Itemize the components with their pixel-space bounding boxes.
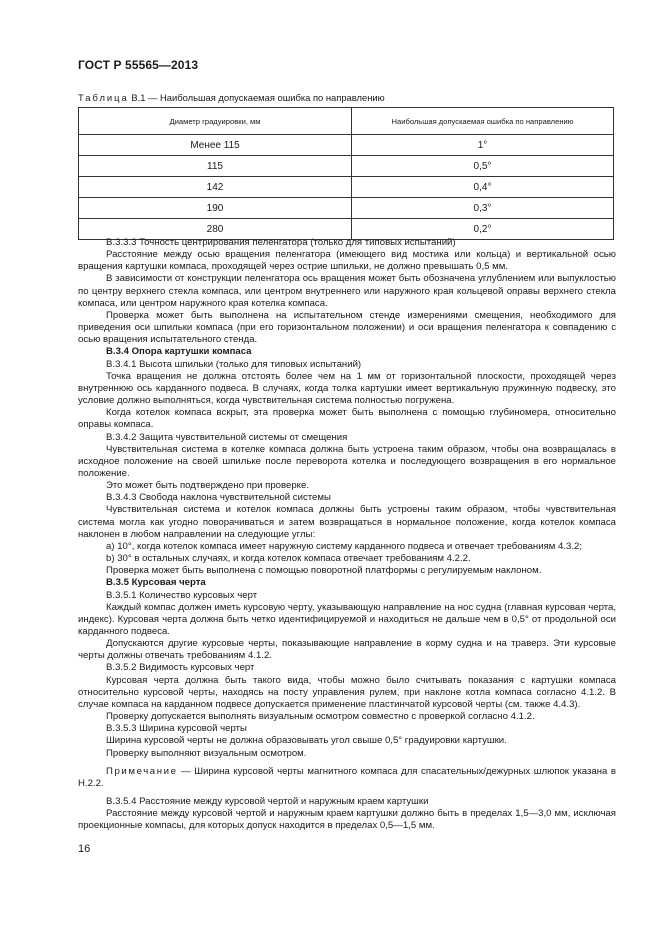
- section-heading: В.3.4.3 Свобода наклона чувствительной системы: [106, 492, 331, 504]
- table-header-row: [79, 108, 614, 135]
- paragraph: Проверка может быть выполнена на испытательном стенде измерениями смещения, необходимого для приведения оси шпильки компаса (при его горизонтальном положении) и оси вращения пеленгатора к совпадению с осью вращения испытательного стенда.: [78, 309, 616, 346]
- section-heading: В.3.5 Курсовая черта: [106, 577, 206, 589]
- table-row: [79, 177, 614, 198]
- error-table: [78, 107, 614, 240]
- paragraph: Когда котелок компаса вскрыт, эта проверка может быть выполнена с помощью глубиномера, относительно оправы компаса.: [78, 407, 616, 431]
- table-cell-error: 0,3°: [352, 198, 614, 219]
- table-row: [79, 156, 614, 177]
- table-cell-error: 0,5°: [352, 156, 614, 177]
- paragraph: Расстояние между курсовой чертой и наружным краем картушки должно быть в пределах 1,5—3,0 мм, исключая проекционные компасы, для которых допуск находится в пределах 0,5—1,5 мм.: [78, 808, 616, 832]
- table-caption-title: В.1 — Наибольшая допускаемая ошибка по направлению: [128, 92, 385, 103]
- table-cell-diameter: 142: [79, 177, 352, 198]
- paragraph: Проверка может быть выполнена с помощью поворотной платформы с регулируемым наклоном.: [106, 565, 542, 577]
- paragraph: Ширина курсовой черты не должна образовывать угол свыше 0,5° градуировки картушки.: [106, 735, 507, 747]
- section-heading: В.3.5.1 Количество курсовых черт: [106, 589, 258, 601]
- section-heading: В.3.3.3 Точность центрирования пеленгатора (только для типовых испытаний): [106, 237, 456, 248]
- table-cell-diameter: 115: [79, 156, 352, 177]
- table-header-diameter: Диаметр градуировки, мм: [79, 108, 352, 135]
- section-heading: В.3.5.4 Расстояние между курсовой чертой и наружным краем картушки: [106, 796, 429, 808]
- section-heading: В.3.5.3 Ширина курсовой черты: [106, 723, 247, 735]
- table-row: [79, 135, 614, 156]
- paragraph: Каждый компас должен иметь курсовую черту, указывающую направление на нос судна (главная курсовая черта, индекс). Курсовая черта должна быть четко идентифицируемой и находиться не дальше чем в 0,5° от продольной оси карданного подвеса.: [78, 601, 616, 637]
- paragraph: Это может быть подтверждено при проверке.: [106, 480, 309, 492]
- paragraph: Чувствительная система и котелок компаса должны быть устроены таким образом, чтобы чувствительная система могла как угодно поворачиваться и затем возвращаться в нормальное положение, когда котелок компаса наклонен в любом направлении на следующие углы:: [78, 504, 616, 540]
- section-heading: В.3.5.2 Видимость курсовых черт: [106, 662, 255, 674]
- list-item: b) 30° в остальных случаях, и когда котелок компаса отвечает требованиям 4.2.2.: [106, 553, 471, 565]
- note-text: — Ширина курсовой черты магнитного компаса для спасательных/дежурных шлюпок указана в Н.2.2.: [78, 765, 616, 789]
- table-cell-diameter: 280: [79, 219, 352, 240]
- document-body: [78, 237, 616, 833]
- paragraph: Проверку выполняют визуальным осмотром.: [106, 747, 307, 759]
- table-cell-diameter: Менее 115: [79, 135, 352, 156]
- table-cell-error: 1°: [352, 135, 614, 156]
- paragraph: Курсовая черта должна быть такого вида, чтобы можно было считывать показания с картушки компаса относительно курсовой черты, находясь на посту управления рулем, при наклоне котла компаса согласно 4.1.2. В случае компаса на карданном подвесе допускается применение пластинчатой курсовой черты (см. также 4.4.3).: [78, 674, 616, 710]
- paragraph: В зависимости от конструкции пеленгатора ось вращения может быть обозначена углублением или выпуклостью по центру верхнего стекла компаса, или центром внутреннего или наружного края кольцевой оправы верхнего стекла компаса, или центром наружного края котелка компаса.: [78, 273, 616, 309]
- table-caption-label: Таблица: [78, 92, 129, 103]
- note-label: Примечание: [106, 765, 178, 777]
- page-number: 16: [78, 843, 91, 855]
- paragraph: Чувствительная система в котелке компаса должна быть устроена таким образом, чтобы она возвращалась в исходное положение на своей шпильке после переворота котелка и последующего возвращения в его нормальное положение.: [78, 443, 616, 479]
- document-header: ГОСТ Р 55565—2013: [78, 58, 199, 72]
- paragraph: Расстояние между осью вращения пеленгатора (имеющего вид мостика или кольца) и вертикальной осью вращения картушки компаса, проходящей через острие шпильки, не должно превышать 0,5 мм.: [78, 249, 616, 273]
- table-cell-error: 0,2°: [352, 219, 614, 240]
- table-caption: [78, 92, 385, 103]
- section-heading: В.3.4.2 Защита чувствительной системы от смещения: [106, 431, 348, 443]
- table-header-error: Наибольшая допускаемая ошибка по направлению: [352, 108, 614, 135]
- table-cell-error: 0,4°: [352, 177, 614, 198]
- note: [78, 766, 616, 790]
- list-item: а) 10°, когда котелок компаса имеет наружную систему карданного подвеса и отвечает требованиям 4.3.2;: [106, 540, 583, 552]
- paragraph: Проверку допускается выполнять визуальным осмотром совместно с проверкой согласно 4.1.2.: [106, 711, 535, 723]
- table-row: [79, 198, 614, 219]
- table-cell-diameter: 190: [79, 198, 352, 219]
- paragraph: Точка вращения не должна отстоять более чем на 1 мм от горизонтальной плоскости, проходящей через внутреннюю ось карданного подвеса. В случаях, когда толка картушки имеет вертикальную пружинную подвеску, это условие должно выполняться, когда чувствительная система полностью погружена.: [78, 370, 616, 407]
- paragraph: Допускаются другие курсовые черты, показывающие направление в корму судна и на траверз. Эти курсовые черты должны отвечать требованиям 4.1.2.: [78, 638, 616, 662]
- section-heading: В.3.4.1 Высота шпильки (только для типовых испытаний): [106, 358, 362, 370]
- section-heading: В.3.4 Опора картушки компаса: [106, 346, 252, 358]
